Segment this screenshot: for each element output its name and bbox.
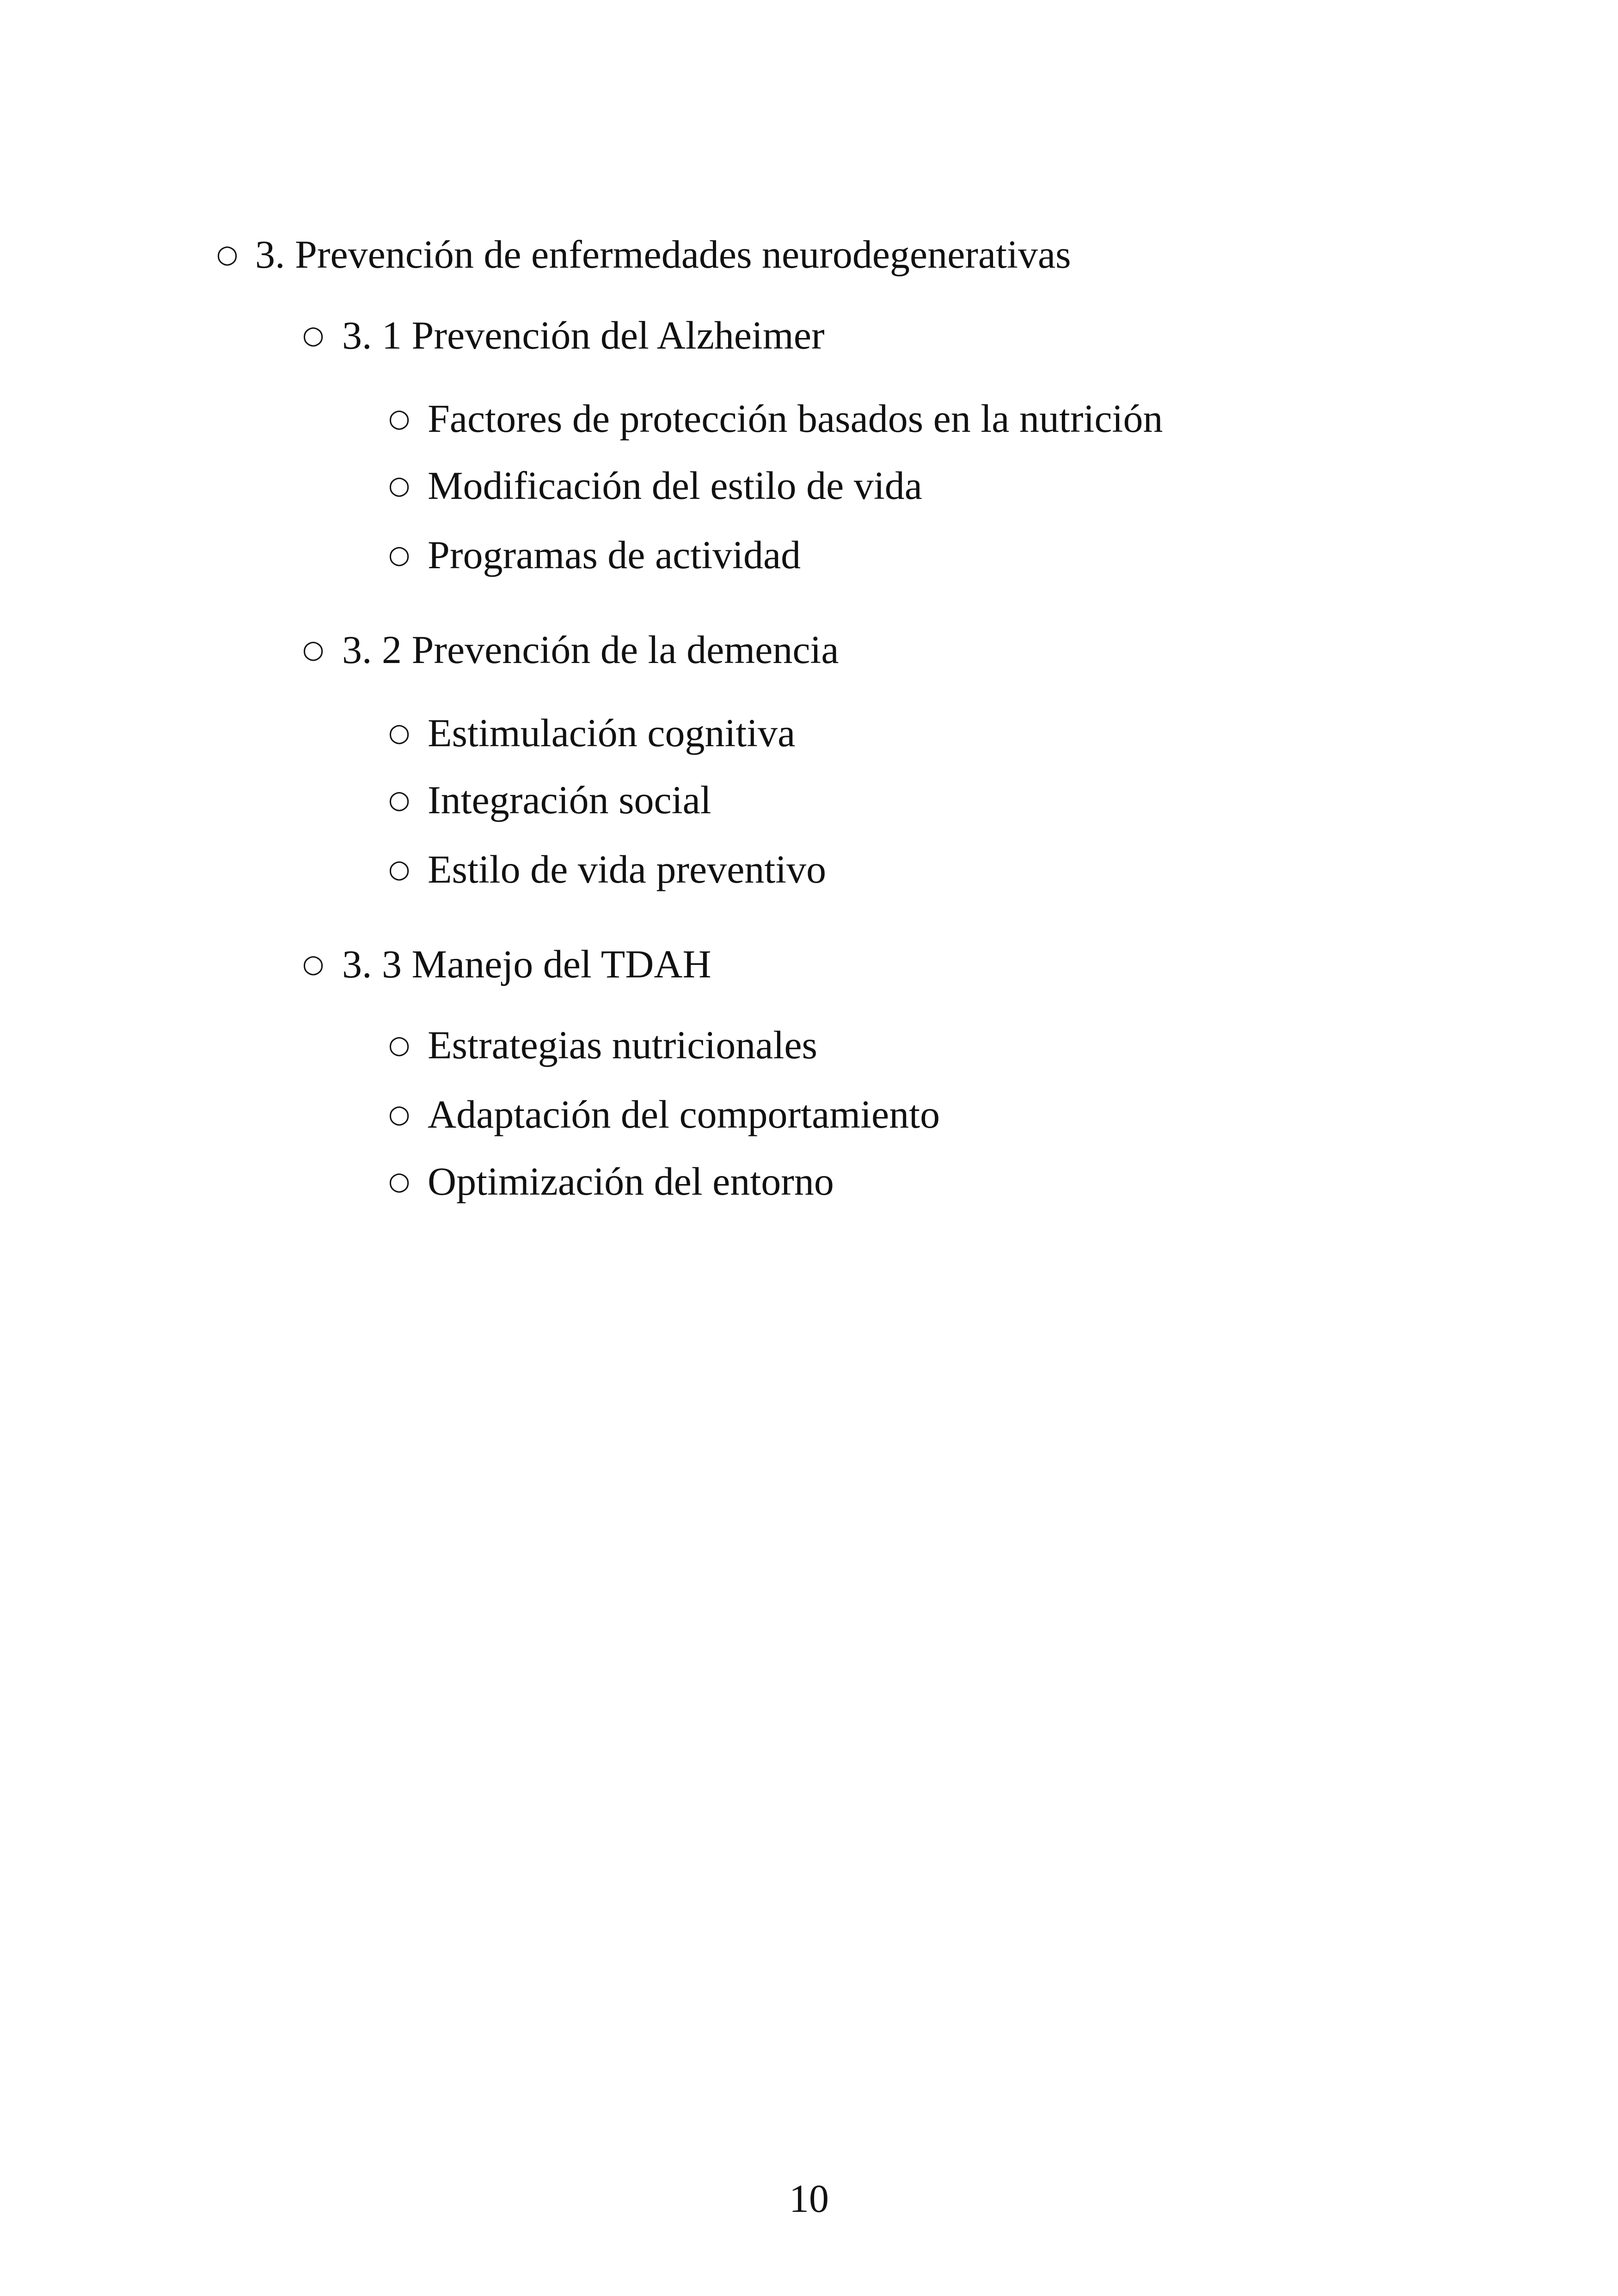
list-item: Estimulación cognitiva xyxy=(428,711,796,755)
bullet-icon: ○ xyxy=(388,1030,411,1059)
page-number: 10 xyxy=(789,2176,829,2221)
list-item: Adaptación del comportamiento xyxy=(428,1092,940,1136)
bullet-icon: ○ xyxy=(388,854,411,884)
bullet-icon: ○ xyxy=(388,471,411,500)
bullet-icon: ○ xyxy=(388,1166,411,1196)
section-heading: 3. 3 Manejo del TDAH xyxy=(342,942,711,986)
list-item: Programas de actividad xyxy=(428,533,801,577)
list-item: Integración social xyxy=(428,778,711,822)
bullet-icon: ○ xyxy=(388,1099,411,1129)
list-item: Estrategias nutricionales xyxy=(428,1023,817,1067)
list-item: Factores de protección basados en la nutrición xyxy=(428,396,1163,441)
bullet-icon: ○ xyxy=(302,320,325,350)
list-item: Optimización del entorno xyxy=(428,1159,834,1203)
section-heading: 3. 1 Prevención del Alzheimer xyxy=(342,313,825,357)
list-item: Modificación del estilo de vida xyxy=(428,463,922,508)
section-heading: 3. 2 Prevención de la demencia xyxy=(342,627,839,672)
bullet-icon: ○ xyxy=(302,949,325,978)
bullet-icon: ○ xyxy=(388,404,411,433)
list-item: Estilo de vida preventivo xyxy=(428,847,827,891)
bullet-icon: ○ xyxy=(388,540,411,569)
bullet-icon: ○ xyxy=(388,718,411,747)
bullet-icon: ○ xyxy=(388,785,411,814)
outline-title: 3. Prevención de enfermedades neurodegenerativas xyxy=(255,232,1071,276)
bullet-icon: ○ xyxy=(216,239,239,269)
bullet-icon: ○ xyxy=(302,635,325,664)
